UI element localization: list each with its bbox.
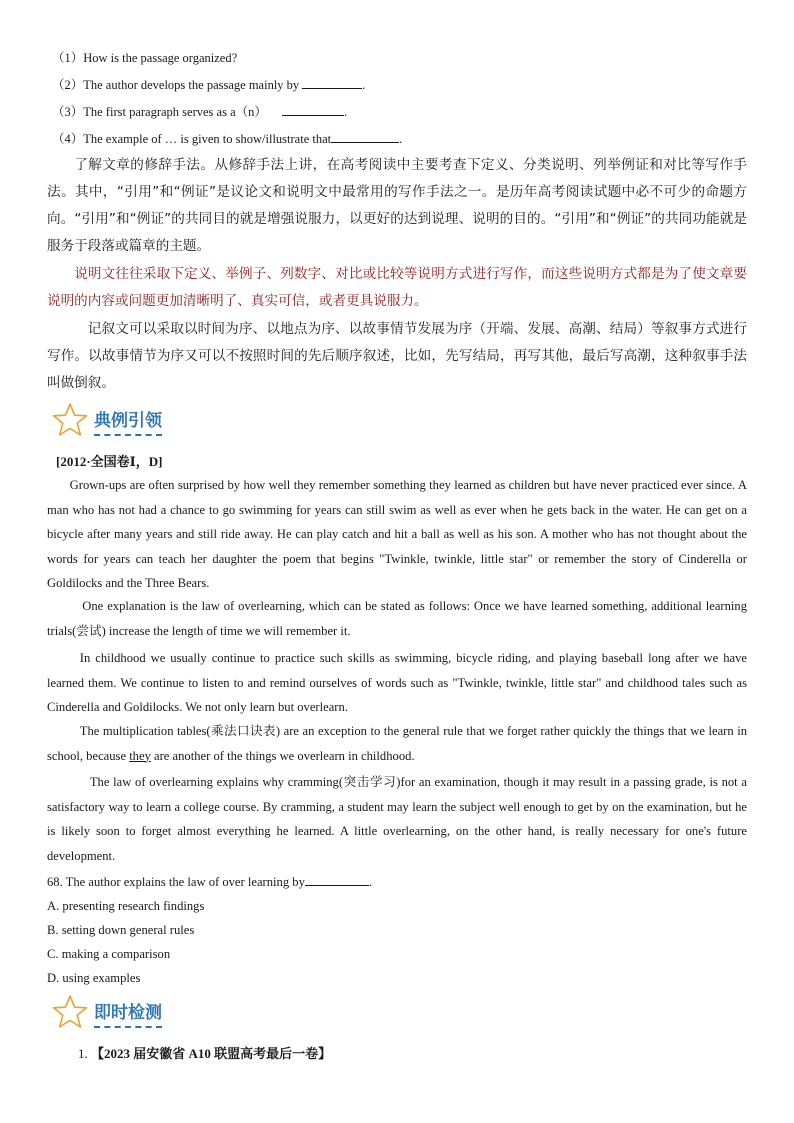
question-text: （4）The example of … is given to show/illustrate that [52, 132, 332, 146]
question-end: . [399, 132, 403, 146]
paragraph-rhetoric: 了解文章的修辞手法。从修辞手法上讲，在高考阅读中主要考查下定义、分类说明、列举例证和对比等写作手法。其中，“引用”和“例证”是议论文和说明文中最常用的写作手法之一。是历年高考阅读试题中必不可少的命题方向。“引用”和“例证”的共同目的就是增强说服力，以更好的达到说理、说明的目的。“引用”和“例证”的共同功能就是服务于段落或篇章的主题。 [47, 157, 747, 254]
question-end: . [344, 105, 348, 119]
answer-blank [305, 874, 369, 886]
item-source: 【2023 届安徽省 A10 联盟高考最后一卷】 [91, 1046, 332, 1061]
answer-blank [302, 77, 362, 89]
option-c: C. making a comparison [47, 947, 171, 961]
question-line-3 [52, 104, 347, 120]
paragraph-narrative: 记叙文可以采取以时间为序、以地点为序、以故事情节发展为序（开端、发展、高潮、结局）等叙事方式进行写作。以故事情节为序又可以不按照时间的先后顺序叙述，比如，先写结局，再写其他，最后写高潮，这种叙事手法叫做倒叙。 [47, 321, 747, 391]
underlined-word: they [129, 748, 151, 763]
question-line-4 [52, 131, 402, 147]
star-icon [52, 402, 88, 438]
passage-text: are another of the things we overlearn in childhood. [150, 748, 415, 763]
exam-item-1 [78, 1043, 331, 1062]
question-text: （3）The first paragraph serves as a（n） [52, 105, 267, 119]
passage-paragraph-3: In childhood we usually continue to practice such skills as swimming, bicycle riding, and playing baseball long after we have learned them. We continue to listen to and remind ourselves of words such as "Twinkle, twinkle, little star" and childhood tales such as Cinderella and Goldilocks. We not only learn but overlearn. [47, 651, 747, 714]
option-d: D. using examples [47, 971, 141, 985]
passage-text: The multiplication tables(乘法口诀表) are an exception to the general rule that we forget rather quickly the things that we learn in school, because [47, 724, 747, 763]
question-68 [47, 874, 372, 890]
question-text: （2）The author develops the passage mainly by [52, 78, 300, 92]
passage-paragraph-2: One explanation is the law of overlearning, which can be stated as follows: Once we have learned something, additional learning trials(尝试) increase the length of time we will remember it. [47, 599, 747, 638]
option-a: A. presenting research findings [47, 899, 205, 913]
passage-paragraph-5: The law of overlearning explains why cramming(突击学习)for an examination, though it may result in a passing grade, is not a satisfactory way to learn a college course. By cramming, a student may learn the subject well enough to get by on the examination, but he is likely soon to forget almost everything he learned. A little overlearning, on the other hand, is really necessary for one's future development. [47, 775, 747, 863]
section-title: 即时检测 [94, 998, 162, 1028]
passage-paragraph-1: Grown-ups are often surprised by how well they remember something they learned as children but have never practiced ever since. A man who has not had a chance to go swimming for years can still swim as well as ever when he gets back in the water. He can get on a bicycle after many years and still ride away. He can play catch and hit a ball as well as his son. A mother who has not thought about the words for years can teach her daughter the poem that begins "Twinkle, twinkle, little star" or remember the story of Cinderella or Goldilocks and the Three Bears. [47, 478, 747, 590]
option-b: B. setting down general rules [47, 923, 195, 937]
source-label: [2012·全国卷Ⅰ，D] [56, 454, 163, 469]
question-line-2 [52, 77, 365, 93]
section-title: 典例引领 [94, 406, 162, 436]
question-text: 68. The author explains the law of over learning by [47, 875, 305, 889]
passage-paragraph-4 [47, 719, 747, 768]
star-icon [52, 994, 88, 1030]
answer-blank [282, 104, 344, 116]
item-number: 1. [78, 1046, 88, 1061]
question-end: . [362, 78, 366, 92]
question-line-1 [52, 50, 237, 66]
answer-blank [331, 131, 399, 143]
question-end: . [368, 875, 373, 889]
question-text: （1）How is the passage organized? [52, 51, 238, 65]
paragraph-expository: 说明文往往采取下定义、举例子、列数字、对比或比较等说明方式进行写作，而这些说明方式都是为了使文章要说明的内容或问题更加清晰明了、真实可信，或者更具说服力。 [47, 266, 747, 309]
